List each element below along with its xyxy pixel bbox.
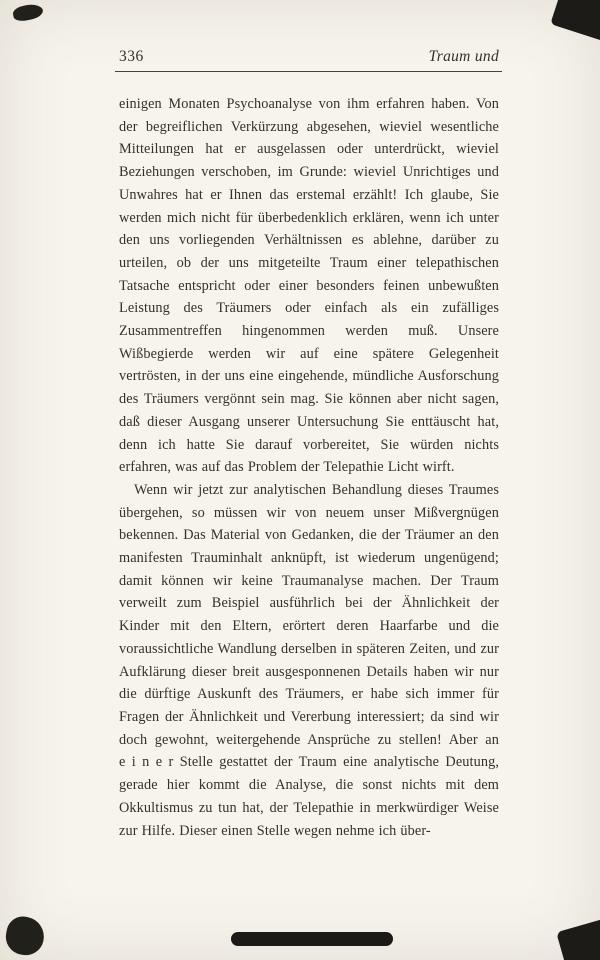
header-rule	[115, 71, 502, 72]
paragraph-continuation: einigen Monaten Psychoanalyse von ihm erfahren haben. Von der begreiflichen Verkürzung abgesehen, wieviel wesentliche Mitteilungen hat er ausgelassen oder unterdrückt, wieviel Beziehungen verschoben, im Grunde: wieviel Unrichtiges und Unwahres hat er Ihnen das erstemal erzählt! Ich glaube, Sie werden mich nicht für überbedenklich erklären, wenn ich unter den uns vorliegenden Verhältnissen es ablehne, darüber zu urteilen, ob der uns mitgeteilte Traum einer telepathischen Tatsache entspricht oder einer besonders feinen unbewußten Leistung des Träumers oder einfach als ein zufälliges Zusammentreffen hingenommen werden muß. Unsere Wißbegierde werden wir auf eine spätere Gelegenheit vertrösten, in der uns eine eingehende, mündliche Ausforschung des Träumers vergönnt sein mag. Sie können aber nicht sagen, daß dieser Ausgang unserer Untersuchung Sie enttäuscht hat, denn ich hatte Sie darauf vorbereitet, Sie würden nichts erfahren, was auf das Problem der Telepathie Licht wirft.	[119, 96, 499, 476]
scan-artifact-top-right	[550, 0, 600, 42]
scan-artifact-bottom-right	[556, 918, 600, 960]
scan-artifact-top-left	[12, 3, 44, 23]
page-text	[119, 93, 499, 842]
running-title: Traum und	[428, 48, 499, 65]
paragraph: Wenn wir jetzt zur analytischen Behandlung dieses Traumes übergehen, so müssen wir von neuem unser Mißvergnügen bekennen. Das Material von Gedanken, die der Träumer an den manifesten Trauminhalt anknüpft, ist wiederum ungenügend; damit können wir keine Traumanalyse machen. Der Traum verweilt zum Beispiel ausführlich bei der Ähnlichkeit der Kinder mit den Eltern, erörtert deren Haarfarbe und die voraussichtliche Wandlung derselben in späteren Zeiten, und zur Aufklärung dieser breit ausgesponnenen Details haben wir nur die dürftige Auskunft des Träumers, er habe sich immer für Fragen der Ähnlichkeit und Vererbung interessiert; da sind wir doch gewohnt, weitergehende Ansprüche zu stellen! Aber an e i n e r Stelle gestattet der Traum eine analytische Deutung, gerade hier kommt die Analyse, die sonst nichts mit dem Okkultismus zu tun hat, der Telepathie in merkwürdiger Weise zur Hilfe. Dieser einen Stelle wegen nehme ich über-	[119, 481, 499, 839]
page-number: 336	[119, 48, 144, 65]
running-header	[119, 48, 499, 66]
scan-artifact-bottom-bar	[231, 932, 393, 946]
scan-artifact-bottom-left	[2, 913, 47, 958]
